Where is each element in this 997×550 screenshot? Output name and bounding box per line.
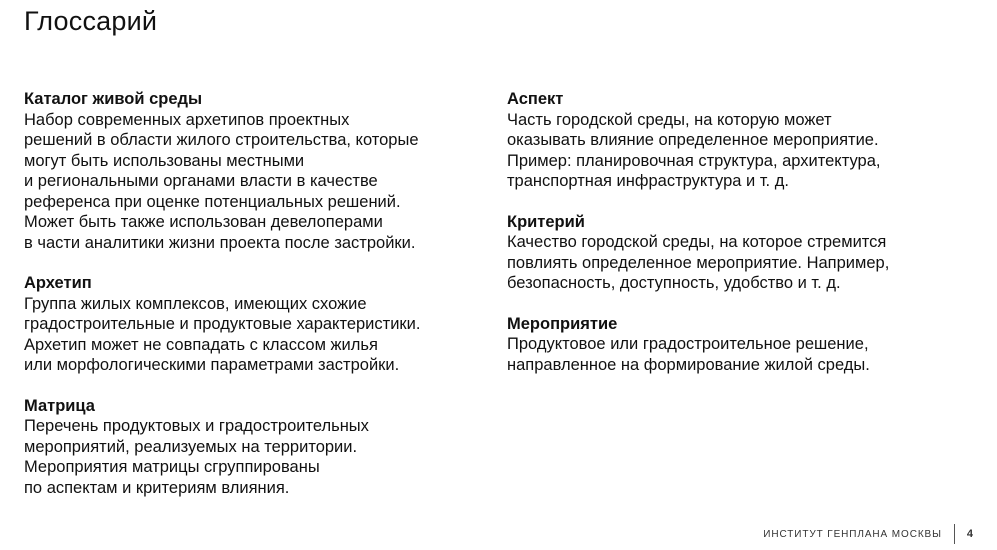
definition-line: Мероприятия матрицы сгруппированы [24, 458, 320, 476]
definition-line: могут быть использованы местными [24, 151, 305, 170]
glossary-term: Критерий [507, 212, 585, 231]
definition-line: Группа жилых комплексов, имеющих схожие [24, 294, 367, 313]
page-title: Глоссарий [24, 6, 158, 36]
definition-line: безопасность, доступность, удобство и т. д. [507, 274, 841, 292]
glossary-term: Матрица [24, 396, 95, 415]
page-footer [763, 524, 973, 544]
definition-line: Архетип может не совпадать с классом жилья [24, 335, 378, 354]
definition-line: направленное на формирование жилой среды. [507, 355, 870, 374]
glossary-right-column [507, 89, 977, 395]
glossary-entry-aspect [507, 89, 977, 192]
definition-line: градостроительные и продуктовые характеристики. [24, 315, 421, 333]
glossary-left-column [24, 89, 502, 518]
definition-line: Часть городской среды, на которую может [507, 110, 832, 129]
glossary-term: Аспект [507, 90, 564, 108]
glossary-definition [507, 334, 977, 375]
glossary-term: Мероприятие [507, 314, 618, 333]
definition-line: Продуктовое или градостроительное решение, [507, 335, 869, 353]
organization-name: ИНСТИТУТ ГЕНПЛАНА МОСКВЫ [763, 528, 942, 540]
definition-line: Пример: планировочная структура, архитектура, [507, 151, 881, 170]
glossary-definition [24, 110, 502, 254]
glossary-definition [507, 110, 977, 192]
definition-line: Качество городской среды, на которое стремится [507, 233, 887, 251]
glossary-entry-catalog [24, 89, 502, 253]
definition-line: решений в области жилого строительства, которые [24, 131, 419, 149]
glossary-term: Каталог живой среды [24, 90, 203, 108]
glossary-entry-archetype [24, 273, 502, 376]
footer-divider [954, 524, 955, 544]
glossary-definition [24, 294, 502, 376]
glossary-definition [507, 232, 977, 294]
definition-line: повлиять определенное мероприятие. Например, [507, 253, 890, 272]
glossary-term: Архетип [24, 274, 92, 292]
definition-line: оказывать влияние определенное мероприятие. [507, 131, 879, 149]
definition-line: Набор современных архетипов проектных [24, 110, 350, 129]
glossary-entry-matrix [24, 396, 502, 499]
definition-line: или морфологическими параметрами застройки. [24, 356, 400, 374]
definition-line: по аспектам и критериям влияния. [24, 478, 290, 497]
definition-line: референса при оценке потенциальных решений. [24, 192, 401, 211]
definition-line: транспортная инфраструктура и т. д. [507, 172, 789, 190]
definition-line: Может быть также использован девелоперами [24, 213, 383, 231]
definition-line: в части аналитики жизни проекта после застройки. [24, 233, 416, 252]
definition-line: Перечень продуктовых и градостроительных [24, 417, 369, 435]
page-number: 4 [966, 528, 973, 540]
glossary-definition [24, 416, 502, 498]
glossary-entry-measure [507, 314, 977, 376]
glossary-entry-criterion [507, 212, 977, 294]
definition-line: мероприятий, реализуемых на территории. [24, 437, 358, 456]
definition-line: и региональными органами власти в качестве [24, 172, 378, 190]
